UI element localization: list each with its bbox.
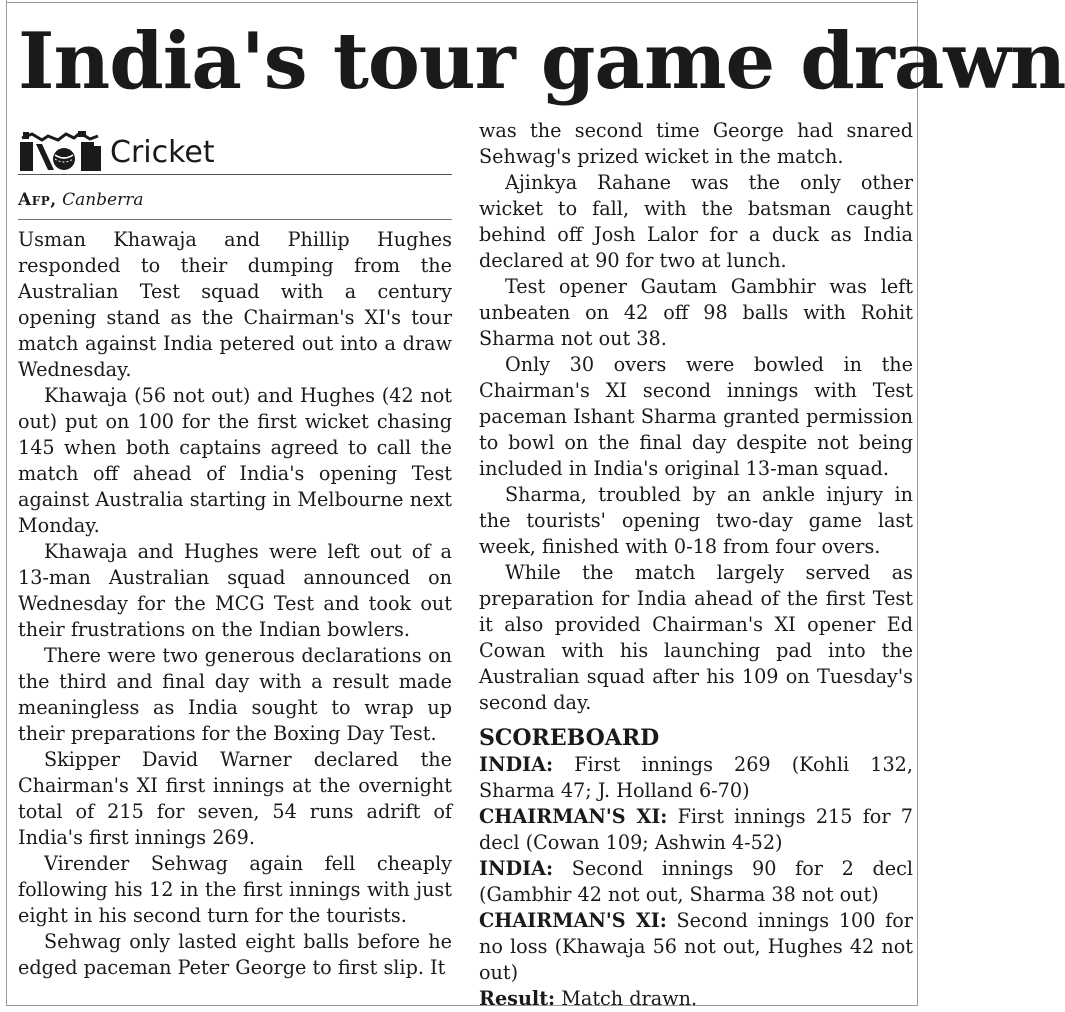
scoreboard-title: SCOREBOARD [479, 725, 660, 751]
scoreboard-label: CHAIRMAN'S XI: [479, 805, 668, 828]
byline-agency: Afp, [18, 190, 57, 210]
scoreboard-label: INDIA: [479, 857, 554, 880]
scoreboard-text: Second innings 90 for 2 decl (Gambhir 42 not out, Sharma 38 not out) [479, 857, 913, 906]
scoreboard-line [479, 986, 913, 1012]
section-label: Cricket [110, 135, 215, 170]
byline [18, 189, 452, 220]
right-column [479, 118, 913, 1012]
paragraph: Usman Khawaja and Phillip Hughes responded to their dumping from the Australian Test squad with a century opening stand as the Chairman's XI's tour match against India petered out into a draw Wednesday. [18, 228, 452, 381]
scoreboard-line [479, 908, 913, 986]
cricket-stumps-ball-icon [18, 130, 102, 172]
paragraph: There were two generous declarations on the third and final day with a result made meaningless as India sought to wrap up their preparations for the Boxing Day Test. [18, 644, 452, 745]
paragraph: Khawaja and Hughes were left out of a 13-man Australian squad announced on Wednesday for the MCG Test and took out their frustrations on the Indian bowlers. [18, 540, 452, 641]
paragraph: was the second time George had snared Sehwag's prized wicket in the match. [479, 119, 913, 168]
paragraph: Virender Sehwag again fell cheaply following his 12 in the first innings with just eight in his second turn for the tourists. [18, 852, 452, 927]
paragraph: Only 30 overs were bowled in the Chairman's XI second innings with Test paceman Ishant Sharma granted permission to bowl on the final day despite not being included in India's original 13-man squad. [479, 353, 913, 480]
paragraph: Skipper David Warner declared the Chairman's XI first innings at the overnight total of 215 for seven, 54 runs adrift of India's first innings 269. [18, 748, 452, 849]
headline: India's tour game drawn [18, 16, 1065, 107]
scoreboard-text: Match drawn. [561, 987, 698, 1010]
scoreboard-label: INDIA: [479, 753, 554, 776]
section-tag [18, 120, 452, 175]
paragraph: While the match largely served as preparation for India ahead of the first Test it also provided Chairman's XI opener Ed Cowan with his launching pad into the Australian squad after his 109 on Tuesday's second day. [479, 561, 913, 714]
paragraph: Test opener Gautam Gambhir was left unbeaten on 42 off 98 balls with Rohit Sharma not out 38. [479, 275, 913, 350]
scoreboard-line [479, 752, 913, 804]
left-column [18, 120, 452, 981]
scoreboard-text: First innings 215 for 7 decl (Cowan 109; Ashwin 4-52) [479, 805, 913, 854]
paragraph: Khawaja (56 not out) and Hughes (42 not out) put on 100 for the first wicket chasing 145 when both captains agreed to call the match off ahead of India's opening Test against Australia starting in Melbourne next Monday. [18, 384, 452, 537]
scoreboard-label: CHAIRMAN'S XI: [479, 909, 667, 932]
scoreboard-label: Result: [479, 987, 556, 1010]
scoreboard-text: Second innings 100 for no loss (Khawaja 56 not out, Hughes 42 not out) [479, 909, 913, 984]
paragraph: Sehwag only lasted eight balls before he edged paceman Peter George to first slip. It [18, 930, 452, 979]
paragraph: Sharma, troubled by an ankle injury in the tourists' opening two-day game last week, finished with 0-18 from four overs. [479, 483, 913, 558]
byline-place: Canberra [62, 190, 144, 210]
scoreboard-line [479, 856, 913, 908]
scoreboard-text: First innings 269 (Kohli 132, Sharma 47; J. Holland 6-70) [479, 753, 913, 802]
paragraph: Ajinkya Rahane was the only other wicket to fall, with the batsman caught behind off Josh Lalor for a duck as India declared at 90 for two at lunch. [479, 171, 913, 272]
scoreboard-line [479, 804, 913, 856]
